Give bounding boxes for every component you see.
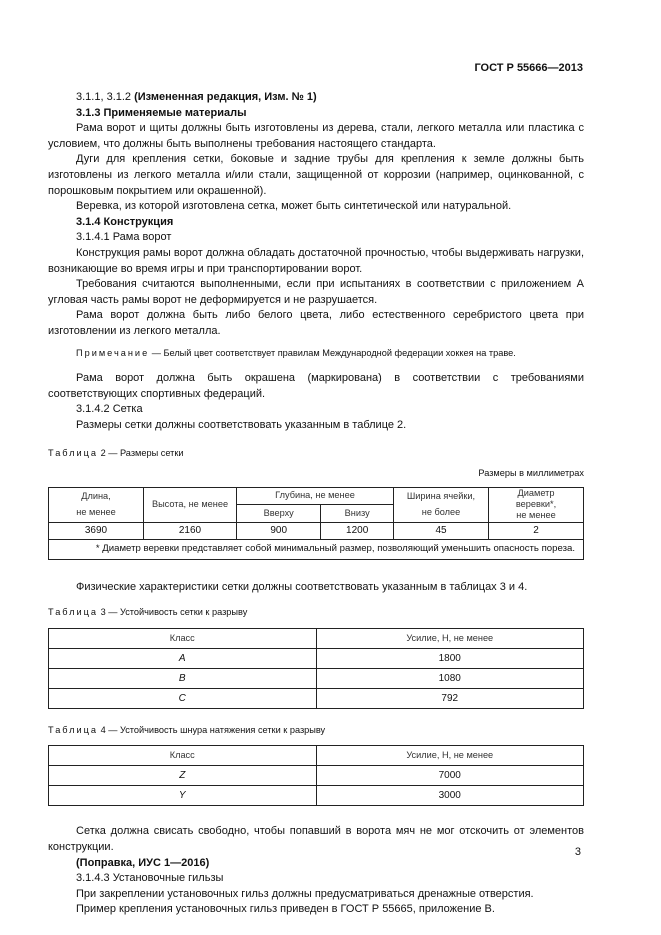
amendment-note	[48, 90, 584, 106]
paragraph: Веревка, из которой изготовлена сетка, может быть синтетической или натуральной.	[76, 200, 512, 213]
cell: 2	[489, 522, 584, 539]
paragraph: При закреплении установочных гильз должны предусматриваться дренажные отверстия.	[76, 887, 534, 900]
caption-text: 4 — Устойчивость шнура натяжения сетки к разрыву	[98, 724, 326, 735]
cell-force: 7000	[316, 766, 584, 786]
cell-class: B	[49, 668, 317, 688]
header-top: Вверху	[237, 505, 321, 523]
header-depth: Глубина, не менее	[237, 487, 394, 505]
note	[48, 346, 584, 362]
table2-units: Размеры в миллиметрах	[478, 468, 584, 479]
header-mesh: Ширина ячейки, не более	[394, 487, 489, 522]
paragraph: Сетка должна свисать свободно, чтобы попавший в ворота мяч не мог отскочить от элементов конструкции.	[48, 825, 584, 854]
header-class: Класс	[49, 746, 317, 766]
caption-label: Таблица	[48, 607, 99, 618]
paragraph: Требования считаются выполненными, если при испытаниях в соответствии с приложением А угловая часть рамы ворот не деформируется и не разрушается.	[48, 278, 584, 306]
paragraph: Физические характеристики сетки должны соответствовать указанным в таблицах 3 и 4.	[76, 580, 528, 593]
caption-text: 2 — Размеры сетки	[98, 448, 184, 459]
cell: 45	[394, 522, 489, 539]
header-class: Класс	[49, 628, 317, 648]
table-row	[49, 648, 584, 668]
table-row	[49, 668, 584, 688]
table-row	[49, 766, 584, 786]
header-height: Высота, не менее	[144, 487, 237, 522]
subsection-heading: 3.1.4.2 Сетка	[76, 403, 143, 416]
table4-caption	[48, 723, 584, 739]
caption-text: 3 — Устойчивость сетки к разрыву	[98, 607, 248, 618]
paragraph: Рама ворот должна быть окрашена (маркирована) в соответствии с требованиями соответствующих спортивных федераций.	[48, 372, 584, 400]
paragraph: Пример крепления установочных гильз приведен в ГОСТ Р 55665, приложение В.	[76, 903, 495, 916]
caption-label: Таблица	[48, 724, 99, 735]
paragraph: Конструкция рамы ворот должна обладать достаточной прочностью, чтобы выдерживать нагрузки, возникающие во время игры и при транспортировании ворот.	[48, 246, 584, 275]
subsection-heading: 3.1.4.1 Рама ворот	[76, 231, 172, 244]
paragraph: Рама ворот должна быть либо белого цвета, либо естественного серебристого цвета при изготовлении из легкого металла.	[48, 309, 584, 337]
cell-force: 1800	[316, 648, 584, 668]
table3-caption	[48, 605, 584, 621]
table2-caption	[48, 446, 584, 462]
note-label: Примечание	[76, 347, 150, 358]
paragraph: Размеры сетки должны соответствовать указанным в таблице 2.	[76, 418, 407, 431]
cell-class: Z	[49, 766, 317, 786]
table2-footnote: * Диаметр веревки представляет собой минимальный размер, позволяющий уменьшить опасность пореза.	[49, 539, 584, 559]
cell-class: A	[49, 648, 317, 668]
amendment-label: (Измененная редакция, Изм. № 1)	[134, 91, 317, 103]
caption-label: Таблица	[48, 448, 99, 459]
table-row	[49, 522, 584, 539]
correction-label: (Поправка, ИУС 1—2016)	[76, 856, 210, 869]
table-row	[49, 688, 584, 708]
cell-force: 1080	[316, 668, 584, 688]
document-body	[48, 90, 584, 918]
header-length: Длина, не менее	[49, 487, 144, 522]
heading-text: 3.1.3 Применяемые материалы	[76, 106, 247, 119]
table3	[48, 628, 584, 709]
subsection-heading: 3.1.4.3 Установочные гильзы	[76, 872, 224, 885]
cell: 2160	[144, 522, 237, 539]
table2	[48, 487, 584, 560]
cell-force: 792	[316, 688, 584, 708]
cell-class: Y	[49, 786, 317, 806]
header-bottom: Внизу	[321, 505, 394, 523]
header-force: Усилие, Н, не менее	[316, 628, 584, 648]
note-text: — Белый цвет соответствует правилам Международной федерации хоккея на траве.	[149, 347, 516, 358]
header-rope: Диаметр веревки*, не менее	[489, 487, 584, 522]
cell-class: C	[49, 688, 317, 708]
page-number: 3	[574, 846, 581, 858]
standard-header: ГОСТ Р 55666—2013	[474, 62, 583, 74]
cell: 3690	[49, 522, 144, 539]
table-row	[49, 786, 584, 806]
paragraph: Дуги для крепления сетки, боковые и задние трубы для крепления к земле должны быть изготовлены из легкого металла и/или стали, защищенной от коррозии (например, оцинкованной, с порошковым покрытием или окрашенной).	[48, 153, 584, 197]
cell-force: 3000	[316, 786, 584, 806]
cell: 1200	[321, 522, 394, 539]
correction-note	[48, 856, 584, 872]
clause-ref: 3.1.1, 3.1.2	[76, 91, 135, 103]
cell: 900	[237, 522, 321, 539]
section-heading	[48, 106, 584, 122]
table4	[48, 745, 584, 806]
header-force: Усилие, Н, не менее	[316, 746, 584, 766]
paragraph: Рама ворот и щиты должны быть изготовлены из дерева, стали, легкого металла или пластика с условием, что должны быть выполнены требования настоящего стандарта.	[48, 122, 584, 150]
heading-text: 3.1.4 Конструкция	[76, 215, 174, 228]
section-heading	[48, 215, 584, 231]
